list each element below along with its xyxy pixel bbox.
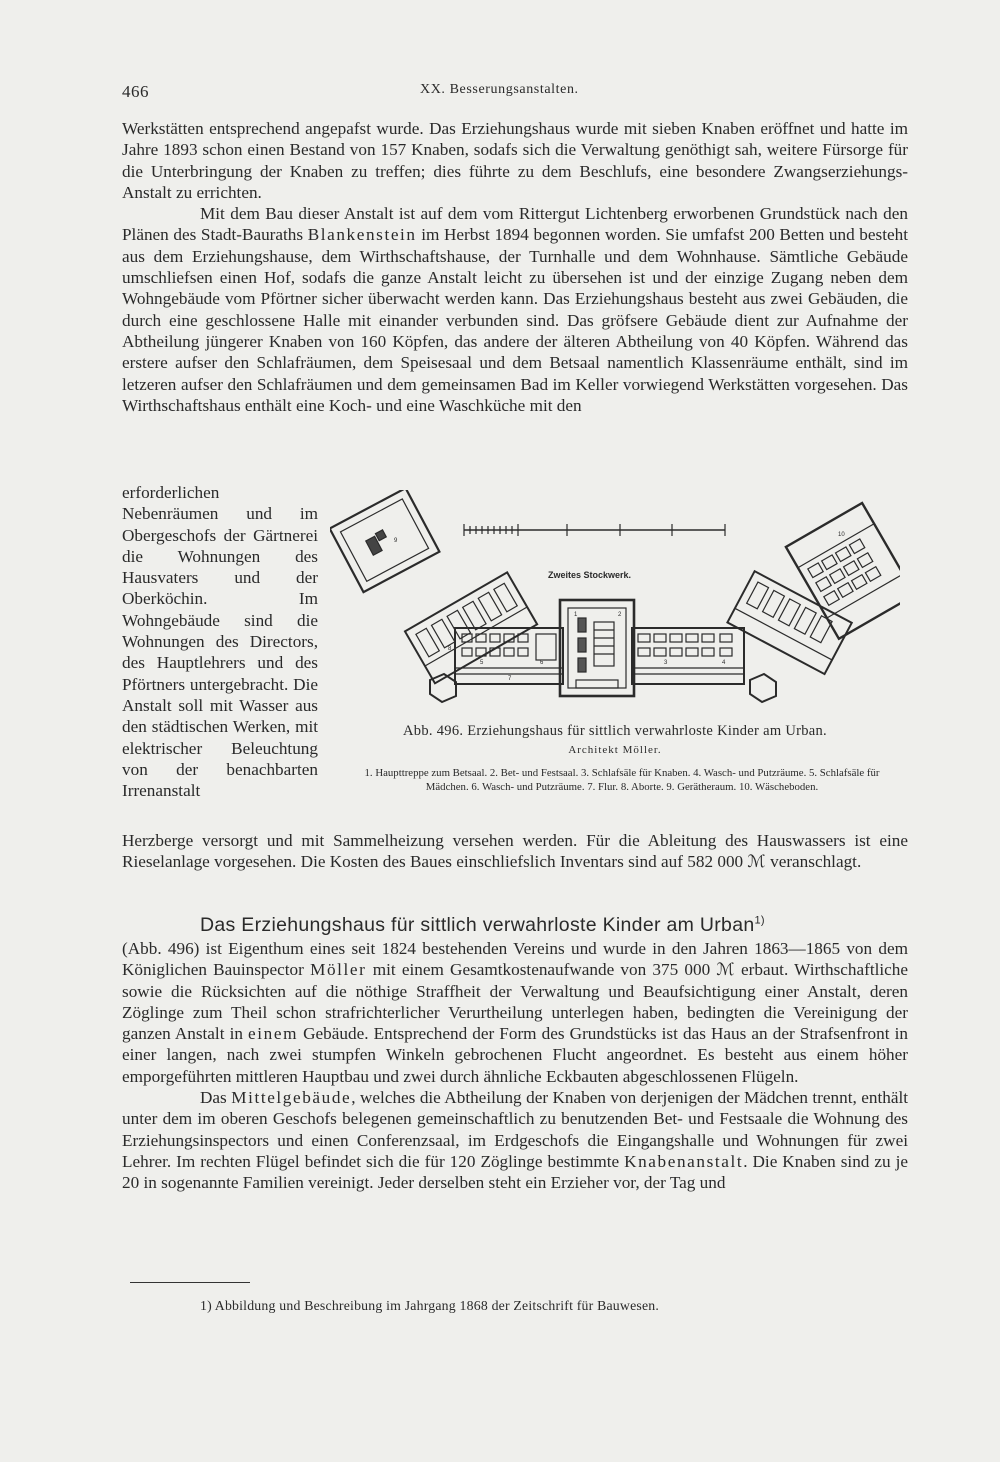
text-run: Das bbox=[200, 1088, 232, 1108]
emphasis: Knabenanstalt bbox=[624, 1151, 744, 1171]
footnote: 1) Abbildung und Beschreibung im Jahrgang 1868 der Zeitschrift für Bauwesen. bbox=[200, 1298, 660, 1313]
room-number: 3 bbox=[664, 660, 668, 666]
paragraph: Werkstätten entsprechend angepafst wurde. Das Erziehungshaus wurde mit sieben Knaben eröffnet und hatte im Jahre 1893 schon einen Bestand von 157 Knaben, sodafs sich die Verwaltung genöthigt sah, weitere Fürsorge für die Unterbringung der Knaben zu treffen; dies führte zu dem Beschlufs, eine besondere Zwangserziehungs-Anstalt zu errichten. bbox=[122, 119, 908, 202]
section-heading bbox=[200, 914, 920, 937]
person-name: Möller bbox=[310, 960, 367, 980]
right-straight-wing bbox=[632, 628, 744, 684]
text-run: (Abb. 496) ist Eigenthum eines seit 1824 bestehenden Vereins und wurde in den Jahren 1863—1865 von dem Königlichen Bauinspector bbox=[122, 939, 908, 980]
footnote-marker: 1) bbox=[754, 914, 765, 927]
running-title: XX. Besserungsanstalten. bbox=[420, 82, 579, 97]
emphasis: Mittelgebäude bbox=[231, 1088, 352, 1108]
room-number: 5 bbox=[480, 660, 484, 666]
paragraph bbox=[122, 1087, 908, 1193]
floor-plan-drawing bbox=[330, 490, 900, 715]
text-run: mit einem Gesamtkostenaufwande von 375 000 ℳ erbaut. Wirthschaftliche sowie die Rücksichten auf die nöthige Straffheit der Verwaltung und Beaufsichtigung einer Anstalt, deren Zöglinge zum Theil schon strafrichterlicher Verurtheilung unterlegen haben, bedingten die Vereinigung der ganzen Anstalt in bbox=[122, 960, 909, 1044]
central-block bbox=[560, 600, 634, 696]
room-number: 10 bbox=[838, 532, 845, 538]
room-number: 7 bbox=[508, 676, 512, 682]
text-block-after-figure bbox=[122, 830, 908, 873]
figure-legend: 1. Haupttreppe zum Betsaal. 2. Bet- und Festsaal. 3. Schlafsäle für Knaben. 4. Wasch- und Putzräume. 5. Schlafsäle für Mädchen. 6. Wasch- und Putzräume. 7. Flur. 8. Aborte. 9. Gerätheraum. 10. Wäscheboden. bbox=[364, 767, 880, 793]
text-run: Gebäude. Entsprechend der Form des Grundstücks ist das Haus an der Strafsenfront in einer langen, nach zwei stumpfen Winkeln gebrochenen Flucht angeordnet. Es besteht aus einem höher emporgeführten mittleren Hauptbau und zwei durch ähnliche Eckbauten abgeschlossenen Flügeln. bbox=[122, 1024, 908, 1086]
left-corner-block bbox=[330, 490, 439, 592]
room-number: 2 bbox=[618, 612, 622, 618]
text-run: im Herbst 1894 begonnen worden. Sie umfafst 200 Betten und besteht aus dem Erziehungshause, dem Wirthschaftshause, der Turnhalle und dem Wohnhause. Sämtliche Gebäude umschliefsen einen Hof, sodafs die ganze Anstalt leicht zu übersehen ist und der einzige Zugang neben dem Wohngebäude vom Pförtner sicher überwacht werden kann. Das Erziehungshaus besteht aus zwei Gebäuden, die durch eine geschlossene Halle mit einander verbunden sind. Das gröfsere Gebäude dient zur Aufnahme der Abtheilung jüngerer Knaben von 160 Köpfen, das andere der älteren Abtheilung von 40 Köpfen. Während das erstere aufser den Schlafräumen, dem Speisesaal und dem Betsaal namentlich Klassenräume enthält, sind im letzeren aufser den Schlafräumen und dem gemeinsamen Bad im Keller vorwiegend Werkstätten vorgesehen. Das Wirthschaftshaus enthält eine Koch- und eine Waschküche mit den bbox=[122, 225, 908, 415]
right-turret bbox=[750, 674, 776, 702]
text-run: , welches die Abtheilung der Knaben von derjenigen der Mädchen trennt, enthält unter dem im oberen Geschofs belegenen gemeinschaftlich zu benutzenden Bet- und Festsaale die Wohnung des Erziehungsinspectors und einen Conferenzsaal, im Erdgeschofs die Eingangshalle und Wohnungen für zwei Lehrer. Im rechten Flügel befindet sich die für 120 Zöglinge bestimmte bbox=[122, 1088, 908, 1171]
room-number: 6 bbox=[540, 660, 544, 666]
room-number: 4 bbox=[722, 660, 726, 666]
page-header bbox=[122, 82, 908, 104]
right-wing bbox=[727, 571, 851, 674]
text-block-top bbox=[122, 118, 908, 416]
room-number: 1 bbox=[574, 612, 578, 618]
person-name: Blankenstein bbox=[307, 225, 417, 245]
figure-caption: Abb. 496. Erziehungshaus für sittlich verwahrloste Kinder am Urban. bbox=[403, 723, 827, 739]
paragraph: erforderlichen Nebenräumen und im Obergeschofs der Gärtnerei die Wohnungen des Hausvaters und der Oberköchin. Im Wohngebäude sind die Wohnungen des Directors, des Hauptlehrers und des Pförtners untergebracht. Die Anstalt soll mit Wasser aus den städtischen Werken, mit elektrischer Beleuchtung von der benachbarten Irrenanstalt bbox=[122, 483, 318, 801]
paragraph: Herzberge versorgt und mit Sammelheizung versehen werden. Für die Ableitung des Hauswassers ist eine Rieselanlage vorgesehen. Die Kosten des Baues einschliefslich Inventars sind auf 582 000 ℳ veranschlagt. bbox=[122, 831, 908, 872]
scale-bar bbox=[464, 524, 725, 536]
paragraph bbox=[122, 203, 908, 416]
room-number: 8 bbox=[448, 646, 452, 652]
wrapped-text-column bbox=[122, 482, 318, 801]
paragraph bbox=[122, 938, 908, 1087]
section-title-text: Das Erziehungshaus für sittlich verwahrloste Kinder am Urban bbox=[200, 914, 755, 936]
figure-architect: Architekt Möller. bbox=[568, 744, 662, 756]
footnote-divider bbox=[130, 1282, 250, 1283]
figure-floor-plan bbox=[330, 490, 900, 815]
plan-label: Zweites Stockwerk. bbox=[548, 570, 632, 580]
text-run: . Die Knaben sind zu je 20 in sogenannte Familien vereinigt. Jeder derselben steht ein Erzieher vor, der Tag und bbox=[122, 1151, 909, 1193]
emphasis: einem bbox=[248, 1024, 299, 1044]
text-run: Mit dem Bau dieser Anstalt ist auf dem vom Rittergut Lichtenberg erworbenen Grundstück nach den Plänen des Stadt-Bauraths bbox=[122, 204, 908, 245]
room-number: 9 bbox=[394, 538, 398, 544]
text-block-section bbox=[122, 938, 908, 1194]
page-number: 466 bbox=[122, 82, 149, 101]
